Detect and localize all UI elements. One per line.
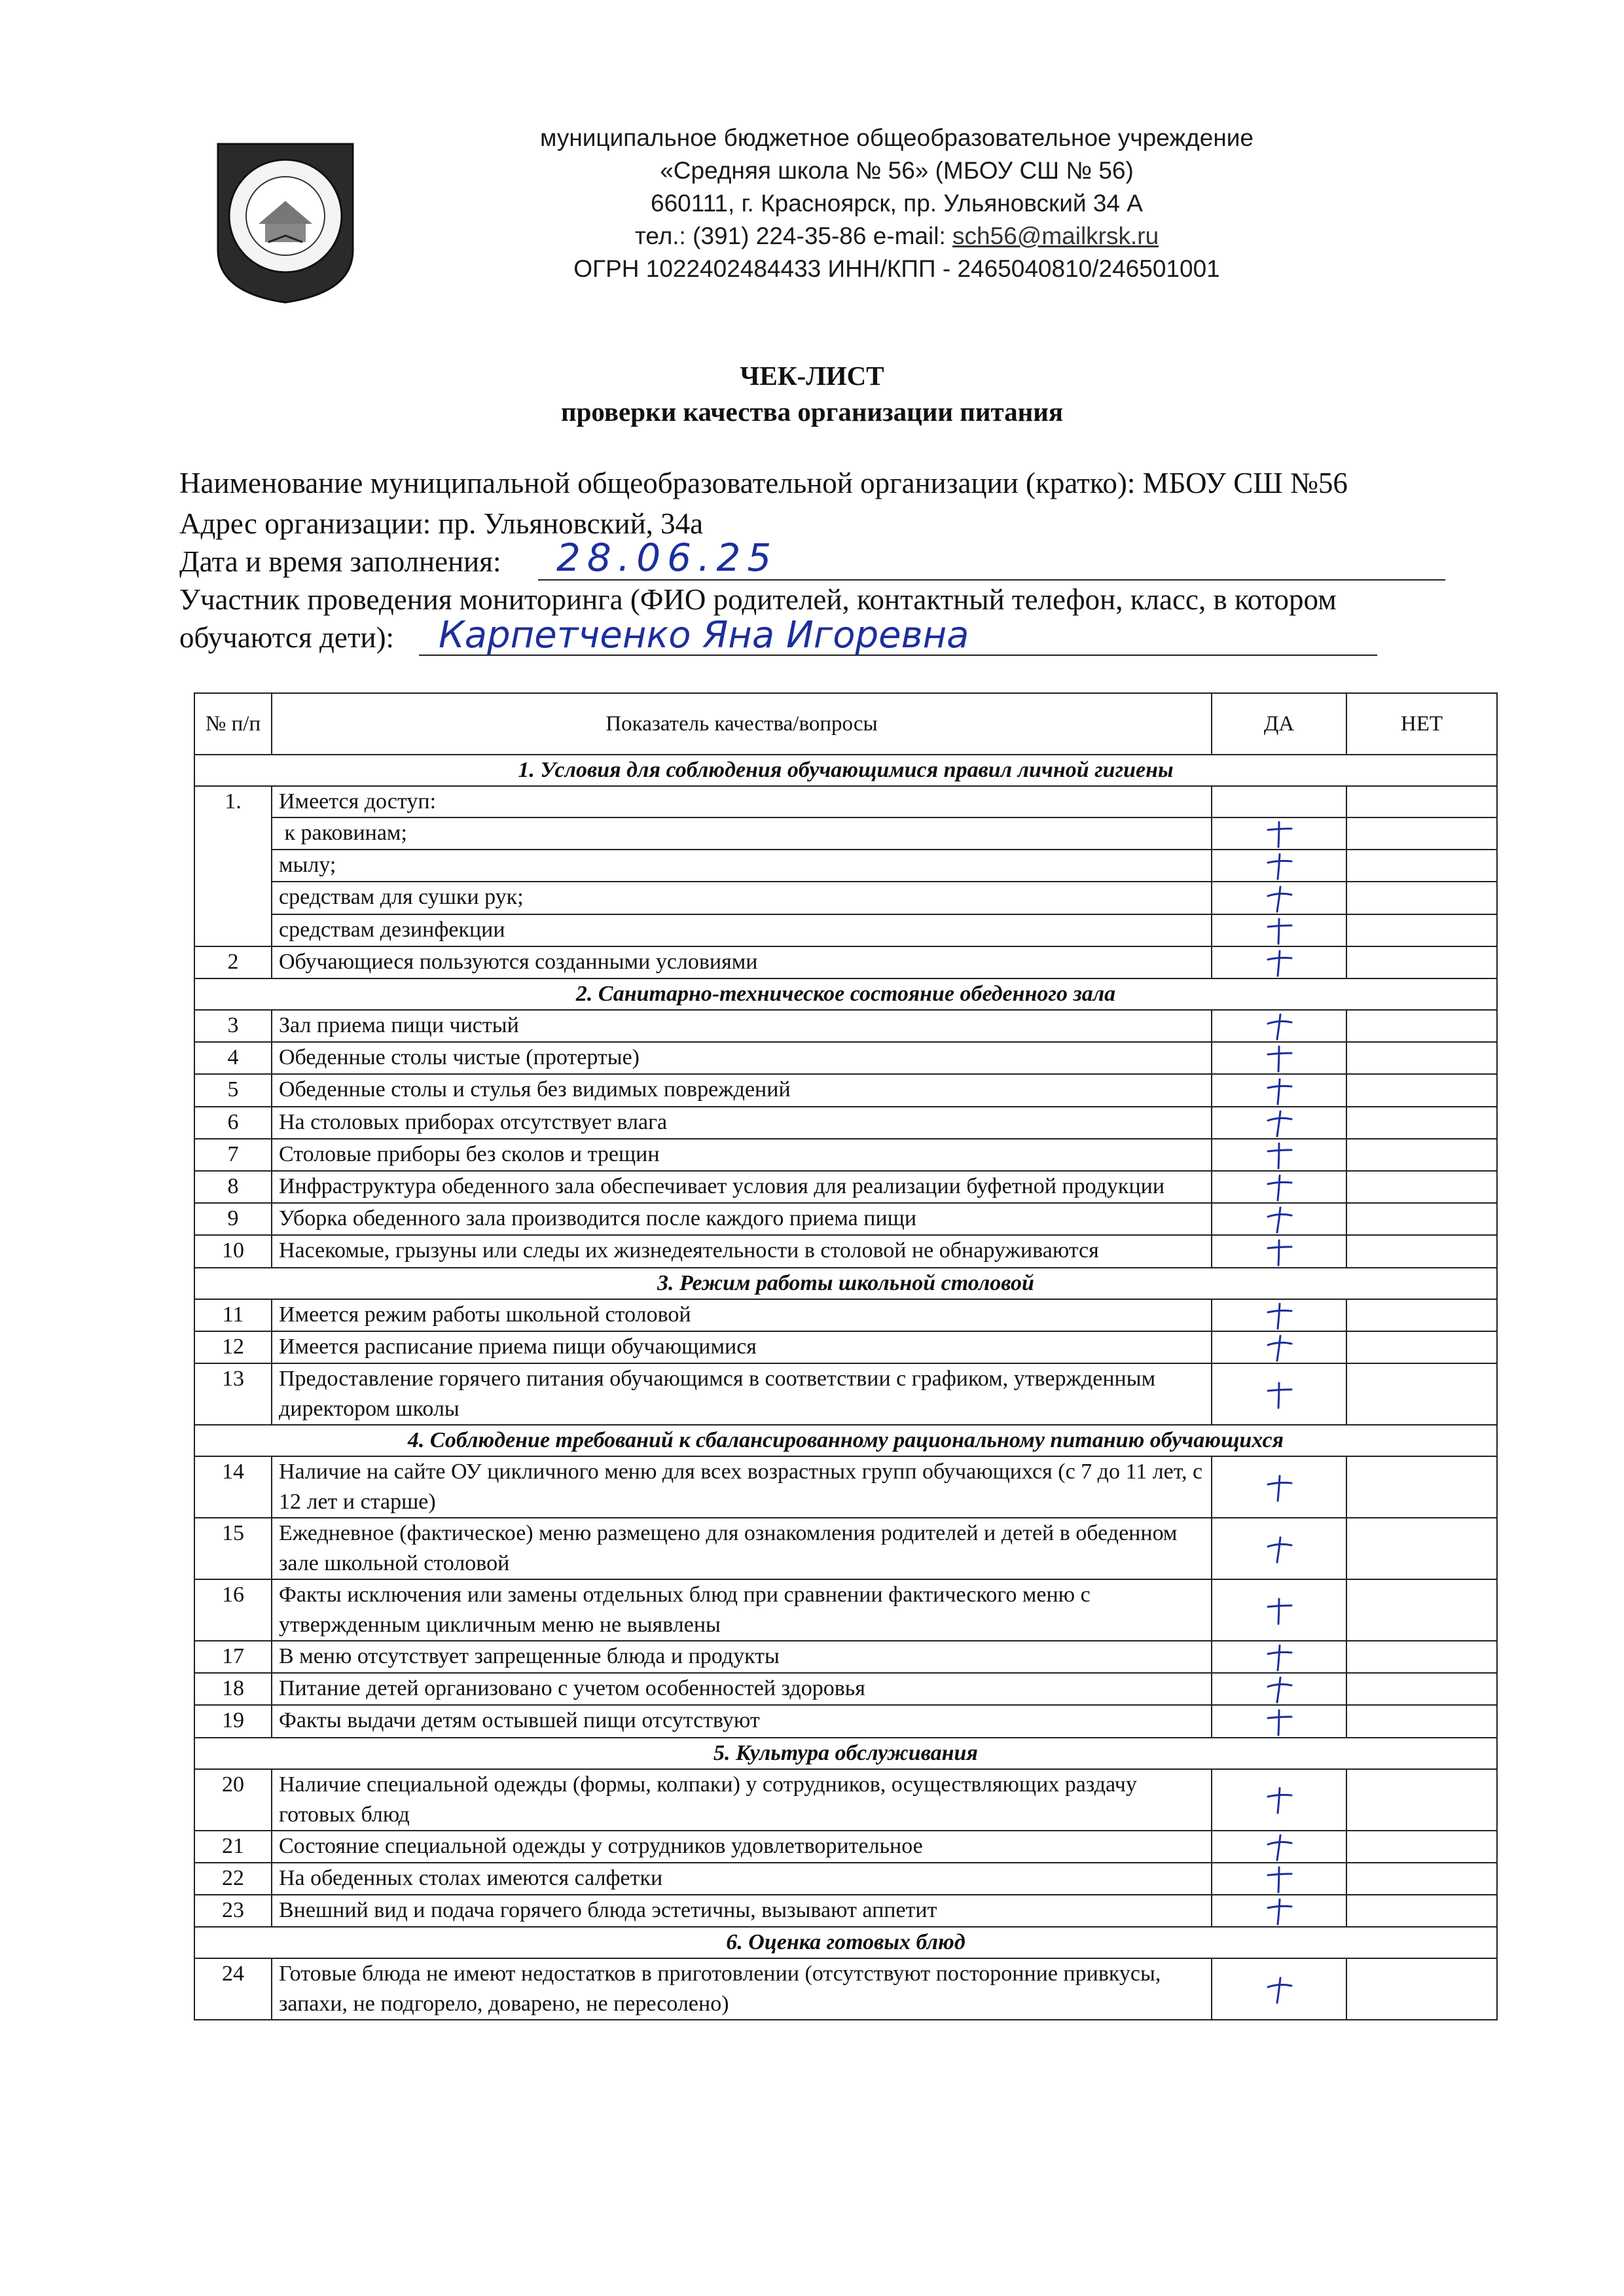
section-title: 5. Культура обслуживания bbox=[194, 1738, 1497, 1769]
yes-cell[interactable] bbox=[1212, 1139, 1346, 1171]
handwritten-plus-mark bbox=[1264, 1676, 1294, 1704]
no-cell[interactable] bbox=[1346, 1042, 1497, 1074]
yes-cell[interactable] bbox=[1212, 850, 1346, 882]
no-cell[interactable] bbox=[1346, 1895, 1497, 1927]
handwritten-plus-mark bbox=[1264, 1597, 1294, 1626]
participant-label-cont: обучаются дети): bbox=[179, 621, 395, 654]
org-phone: тел.: (391) 224-35-86 e-mail: bbox=[634, 223, 953, 249]
handwritten-plus-mark bbox=[1264, 1708, 1294, 1737]
no-cell[interactable] bbox=[1346, 786, 1497, 817]
org-name-field: Наименование муниципальной общеобразовательной организации (кратко): МБОУ СШ №56 bbox=[179, 467, 1348, 499]
no-cell[interactable] bbox=[1346, 914, 1497, 946]
table-row bbox=[194, 1705, 1497, 1737]
handwritten-plus-mark bbox=[1264, 1474, 1294, 1503]
header-question: Показатель качества/вопросы bbox=[272, 693, 1212, 755]
yes-cell[interactable] bbox=[1212, 914, 1346, 946]
school-emblem bbox=[213, 139, 358, 306]
yes-cell[interactable] bbox=[1212, 1641, 1346, 1673]
row-question: В меню отсутствует запрещенные блюда и продукты bbox=[272, 1641, 1212, 1673]
no-cell[interactable] bbox=[1346, 1769, 1497, 1831]
handwritten-plus-mark bbox=[1264, 1334, 1294, 1363]
handwritten-plus-mark bbox=[1264, 949, 1294, 978]
row-num: 15 bbox=[194, 1518, 272, 1579]
yes-cell[interactable] bbox=[1212, 1705, 1346, 1737]
date-label: Дата и время заполнения: bbox=[179, 545, 501, 578]
no-cell[interactable] bbox=[1346, 1673, 1497, 1705]
row-question: Насекомые, грызуны или следы их жизнедеятельности в столовой не обнаруживаются bbox=[272, 1235, 1212, 1267]
yes-cell[interactable] bbox=[1212, 1010, 1346, 1042]
date-handwritten[interactable]: 28.06.25 bbox=[556, 535, 778, 580]
document-subtitle: проверки качества организации питания bbox=[560, 397, 1064, 427]
row-num: 5 bbox=[194, 1074, 272, 1106]
org-registration: ОГРН 1022402484433 ИНН/КПП - 2465040810/246501001 bbox=[573, 255, 1220, 282]
handwritten-plus-mark bbox=[1264, 885, 1294, 914]
row-question: Питание детей организовано с учетом особенностей здоровья bbox=[272, 1673, 1212, 1705]
row-num: 8 bbox=[194, 1171, 272, 1203]
no-cell[interactable] bbox=[1346, 850, 1497, 882]
no-cell[interactable] bbox=[1346, 1235, 1497, 1267]
no-cell[interactable] bbox=[1346, 1074, 1497, 1106]
row-num: 7 bbox=[194, 1139, 272, 1171]
handwritten-plus-mark bbox=[1264, 1381, 1294, 1410]
table-row bbox=[194, 1363, 1497, 1425]
row-num: 6 bbox=[194, 1107, 272, 1139]
handwritten-plus-mark bbox=[1264, 1865, 1294, 1894]
table-header-row bbox=[194, 693, 1497, 755]
table-row bbox=[194, 1831, 1497, 1863]
table-row bbox=[194, 1331, 1497, 1363]
table-row bbox=[194, 1299, 1497, 1331]
yes-cell[interactable] bbox=[1212, 1299, 1346, 1331]
handwritten-plus-mark bbox=[1264, 1045, 1294, 1073]
handwritten-plus-mark bbox=[1264, 1013, 1294, 1041]
row-question: Имеется доступ: bbox=[272, 786, 1212, 817]
org-email-link[interactable]: sch56@mailkrsk.ru bbox=[952, 223, 1159, 249]
table-row bbox=[194, 1958, 1497, 2020]
yes-cell[interactable] bbox=[1212, 1042, 1346, 1074]
handwritten-plus-mark bbox=[1264, 1174, 1294, 1202]
handwritten-plus-mark bbox=[1264, 1302, 1294, 1331]
handwritten-plus-mark bbox=[1264, 1206, 1294, 1234]
row-question: Наличие специальной одежды (формы, колпаки) у сотрудников, осуществляющих раздачу готовых блюд bbox=[272, 1769, 1212, 1831]
section-row bbox=[194, 1927, 1497, 1958]
table-row bbox=[194, 1171, 1497, 1203]
handwritten-plus-mark bbox=[1264, 852, 1294, 881]
yes-cell[interactable] bbox=[1212, 1769, 1346, 1831]
yes-cell[interactable] bbox=[1212, 1107, 1346, 1139]
table-row bbox=[194, 1895, 1497, 1927]
checklist-table bbox=[194, 692, 1498, 2020]
participant-handwritten-name[interactable]: Карпетченко Яна Игоревна bbox=[439, 614, 969, 656]
no-cell[interactable] bbox=[1346, 817, 1497, 850]
section-title: 3. Режим работы школьной столовой bbox=[194, 1268, 1497, 1299]
row-question: Внешний вид и подача горячего блюда эстетичны, вызывают аппетит bbox=[272, 1895, 1212, 1927]
no-cell[interactable] bbox=[1346, 1831, 1497, 1863]
row-num: 12 bbox=[194, 1331, 272, 1363]
table-row bbox=[194, 1456, 1497, 1518]
section-title: 4. Соблюдение требований к сбалансированному рациональному питанию обучающихся bbox=[194, 1425, 1497, 1456]
row-question: Обучающиеся пользуются созданными условиями bbox=[272, 946, 1212, 978]
no-cell[interactable] bbox=[1346, 1331, 1497, 1363]
section-title: 6. Оценка готовых блюд bbox=[194, 1927, 1497, 1958]
section-row bbox=[194, 755, 1497, 786]
row-num: 3 bbox=[194, 1010, 272, 1042]
row-num: 22 bbox=[194, 1863, 272, 1895]
no-cell[interactable] bbox=[1346, 946, 1497, 978]
section-title: 2. Санитарно-техническое состояние обеденного зала bbox=[194, 978, 1497, 1010]
yes-cell[interactable] bbox=[1212, 1363, 1346, 1425]
row-question: Столовые приборы без сколов и трещин bbox=[272, 1139, 1212, 1171]
yes-cell[interactable] bbox=[1212, 1673, 1346, 1705]
table-row bbox=[194, 1203, 1497, 1235]
no-cell[interactable] bbox=[1346, 882, 1497, 914]
row-question: мылу; bbox=[272, 850, 1212, 882]
participant-label: Участник проведения мониторинга (ФИО родителей, контактный телефон, класс, в котором bbox=[179, 583, 1337, 616]
row-num: 10 bbox=[194, 1235, 272, 1267]
yes-cell[interactable] bbox=[1212, 1518, 1346, 1579]
table-row bbox=[194, 1641, 1497, 1673]
yes-cell[interactable] bbox=[1212, 1958, 1346, 2020]
row-num: 20 bbox=[194, 1769, 272, 1831]
org-name-line: муниципальное бюджетное общеобразовательное учреждение bbox=[539, 124, 1254, 151]
table-row bbox=[194, 1010, 1497, 1042]
table-row bbox=[194, 1579, 1497, 1641]
table-row bbox=[194, 1673, 1497, 1705]
no-cell[interactable] bbox=[1346, 1010, 1497, 1042]
no-cell[interactable] bbox=[1346, 1203, 1497, 1235]
no-cell[interactable] bbox=[1346, 1579, 1497, 1641]
section-row bbox=[194, 978, 1497, 1010]
row-num: 14 bbox=[194, 1456, 272, 1518]
row-question: к раковинам; bbox=[272, 817, 1212, 850]
table-row bbox=[194, 882, 1497, 914]
row-num: 19 bbox=[194, 1705, 272, 1737]
handwritten-plus-mark bbox=[1264, 820, 1294, 849]
yes-cell[interactable] bbox=[1212, 786, 1346, 817]
no-cell[interactable] bbox=[1346, 1863, 1497, 1895]
row-num: 16 bbox=[194, 1579, 272, 1641]
row-question: Зал приема пищи чистый bbox=[272, 1010, 1212, 1042]
no-cell[interactable] bbox=[1346, 1641, 1497, 1673]
document-title: ЧЕК-ЛИСТ bbox=[740, 361, 884, 391]
no-cell[interactable] bbox=[1346, 1456, 1497, 1518]
table-row bbox=[194, 817, 1497, 850]
header-num: № п/п bbox=[194, 693, 272, 755]
org-short-name: «Средняя школа № 56» (МБОУ СШ № 56) bbox=[660, 157, 1134, 184]
no-cell[interactable] bbox=[1346, 1363, 1497, 1425]
row-question: Наличие на сайте ОУ цикличного меню для всех возрастных групп обучающихся (с 7 до 11 лет, с 12 лет и старше) bbox=[272, 1456, 1212, 1518]
table-row bbox=[194, 1107, 1497, 1139]
row-num: 11 bbox=[194, 1299, 272, 1331]
row-num: 13 bbox=[194, 1363, 272, 1425]
yes-cell[interactable] bbox=[1212, 1074, 1346, 1106]
header-yes: ДА bbox=[1212, 693, 1346, 755]
section-row bbox=[194, 1738, 1497, 1769]
row-question: средствам дезинфекции bbox=[272, 914, 1212, 946]
no-cell[interactable] bbox=[1346, 1171, 1497, 1203]
table-row bbox=[194, 914, 1497, 946]
row-num: 23 bbox=[194, 1895, 272, 1927]
table-row bbox=[194, 1769, 1497, 1831]
yes-cell[interactable] bbox=[1212, 1579, 1346, 1641]
row-question: Имеется режим работы школьной столовой bbox=[272, 1299, 1212, 1331]
yes-cell[interactable] bbox=[1212, 1331, 1346, 1363]
yes-cell[interactable] bbox=[1212, 1171, 1346, 1203]
row-question: Факты выдачи детям остывшей пищи отсутствуют bbox=[272, 1705, 1212, 1737]
row-num: 18 bbox=[194, 1673, 272, 1705]
row-question: Предоставление горячего питания обучающимся в соответствии с графиком, утвержденным директором школы bbox=[272, 1363, 1212, 1425]
organization-header bbox=[406, 122, 1388, 285]
no-cell[interactable] bbox=[1346, 1518, 1497, 1579]
no-cell[interactable] bbox=[1346, 1139, 1497, 1171]
yes-cell[interactable] bbox=[1212, 1831, 1346, 1863]
section-row bbox=[194, 1268, 1497, 1299]
handwritten-plus-mark bbox=[1264, 1535, 1294, 1564]
row-num: 2 bbox=[194, 946, 272, 978]
table-row bbox=[194, 1042, 1497, 1074]
yes-cell[interactable] bbox=[1212, 946, 1346, 978]
row-num: 4 bbox=[194, 1042, 272, 1074]
row-question: Уборка обеденного зала производится после каждого приема пищи bbox=[272, 1203, 1212, 1235]
handwritten-plus-mark bbox=[1264, 1109, 1294, 1138]
no-cell[interactable] bbox=[1346, 1107, 1497, 1139]
row-question: Состояние специальной одежды у сотрудников удовлетворительное bbox=[272, 1831, 1212, 1863]
row-num: 17 bbox=[194, 1641, 272, 1673]
row-question: Обеденные столы и стулья без видимых повреждений bbox=[272, 1074, 1212, 1106]
row-num: 1. bbox=[194, 786, 272, 817]
table-row bbox=[194, 1863, 1497, 1895]
section-title: 1. Условия для соблюдения обучающимися правил личной гигиены bbox=[194, 755, 1497, 786]
header-no: НЕТ bbox=[1346, 693, 1497, 755]
table-row bbox=[194, 786, 1497, 817]
no-cell[interactable] bbox=[1346, 1705, 1497, 1737]
table-row bbox=[194, 946, 1497, 978]
no-cell[interactable] bbox=[1346, 1958, 1497, 2020]
handwritten-plus-mark bbox=[1264, 1976, 1294, 2005]
section-row bbox=[194, 1425, 1497, 1456]
row-num: 9 bbox=[194, 1203, 272, 1235]
handwritten-plus-mark bbox=[1264, 1141, 1294, 1170]
row-question: Готовые блюда не имеют недостатков в приготовлении (отсутствуют посторонние привкусы, запахи, не подгорело, доварено, не пересолено) bbox=[272, 1958, 1212, 2020]
handwritten-plus-mark bbox=[1264, 1786, 1294, 1815]
handwritten-plus-mark bbox=[1264, 1833, 1294, 1862]
handwritten-plus-mark bbox=[1264, 1897, 1294, 1926]
row-question: На столовых приборах отсутствует влага bbox=[272, 1107, 1212, 1139]
org-contacts bbox=[406, 220, 1388, 253]
row-question: Обеденные столы чистые (протертые) bbox=[272, 1042, 1212, 1074]
row-question: Имеется расписание приема пищи обучающимися bbox=[272, 1331, 1212, 1363]
handwritten-plus-mark bbox=[1264, 1643, 1294, 1672]
table-row bbox=[194, 1074, 1497, 1106]
no-cell[interactable] bbox=[1346, 1299, 1497, 1331]
row-question: На обеденных столах имеются салфетки bbox=[272, 1863, 1212, 1895]
table-row bbox=[194, 1139, 1497, 1171]
handwritten-plus-mark bbox=[1264, 1077, 1294, 1106]
handwritten-plus-mark bbox=[1264, 917, 1294, 946]
handwritten-plus-mark bbox=[1264, 1238, 1294, 1267]
org-address: 660111, г. Красноярск, пр. Ульяновский 34 А bbox=[651, 190, 1143, 217]
table-row bbox=[194, 850, 1497, 882]
row-question: Инфраструктура обеденного зала обеспечивает условия для реализации буфетной продукции bbox=[272, 1171, 1212, 1203]
row-question: Ежедневное (фактическое) меню размещено для ознакомления родителей и детей в обеденном зале школьной столовой bbox=[272, 1518, 1212, 1579]
yes-cell[interactable] bbox=[1212, 1203, 1346, 1235]
row-question: средствам для сушки рук; bbox=[272, 882, 1212, 914]
yes-cell[interactable] bbox=[1212, 817, 1346, 850]
yes-cell[interactable] bbox=[1212, 1456, 1346, 1518]
table-row bbox=[194, 1518, 1497, 1579]
yes-cell[interactable] bbox=[1212, 882, 1346, 914]
yes-cell[interactable] bbox=[1212, 1235, 1346, 1267]
table-row bbox=[194, 1235, 1497, 1267]
row-question: Факты исключения или замены отдельных блюд при сравнении фактического меню с утвержденным цикличным меню не выявлены bbox=[272, 1579, 1212, 1641]
row-num: 24 bbox=[194, 1958, 272, 2020]
address-field: Адрес организации: пр. Ульяновский, 34а bbox=[179, 507, 704, 540]
yes-cell[interactable] bbox=[1212, 1863, 1346, 1895]
yes-cell[interactable] bbox=[1212, 1895, 1346, 1927]
row-num: 21 bbox=[194, 1831, 272, 1863]
